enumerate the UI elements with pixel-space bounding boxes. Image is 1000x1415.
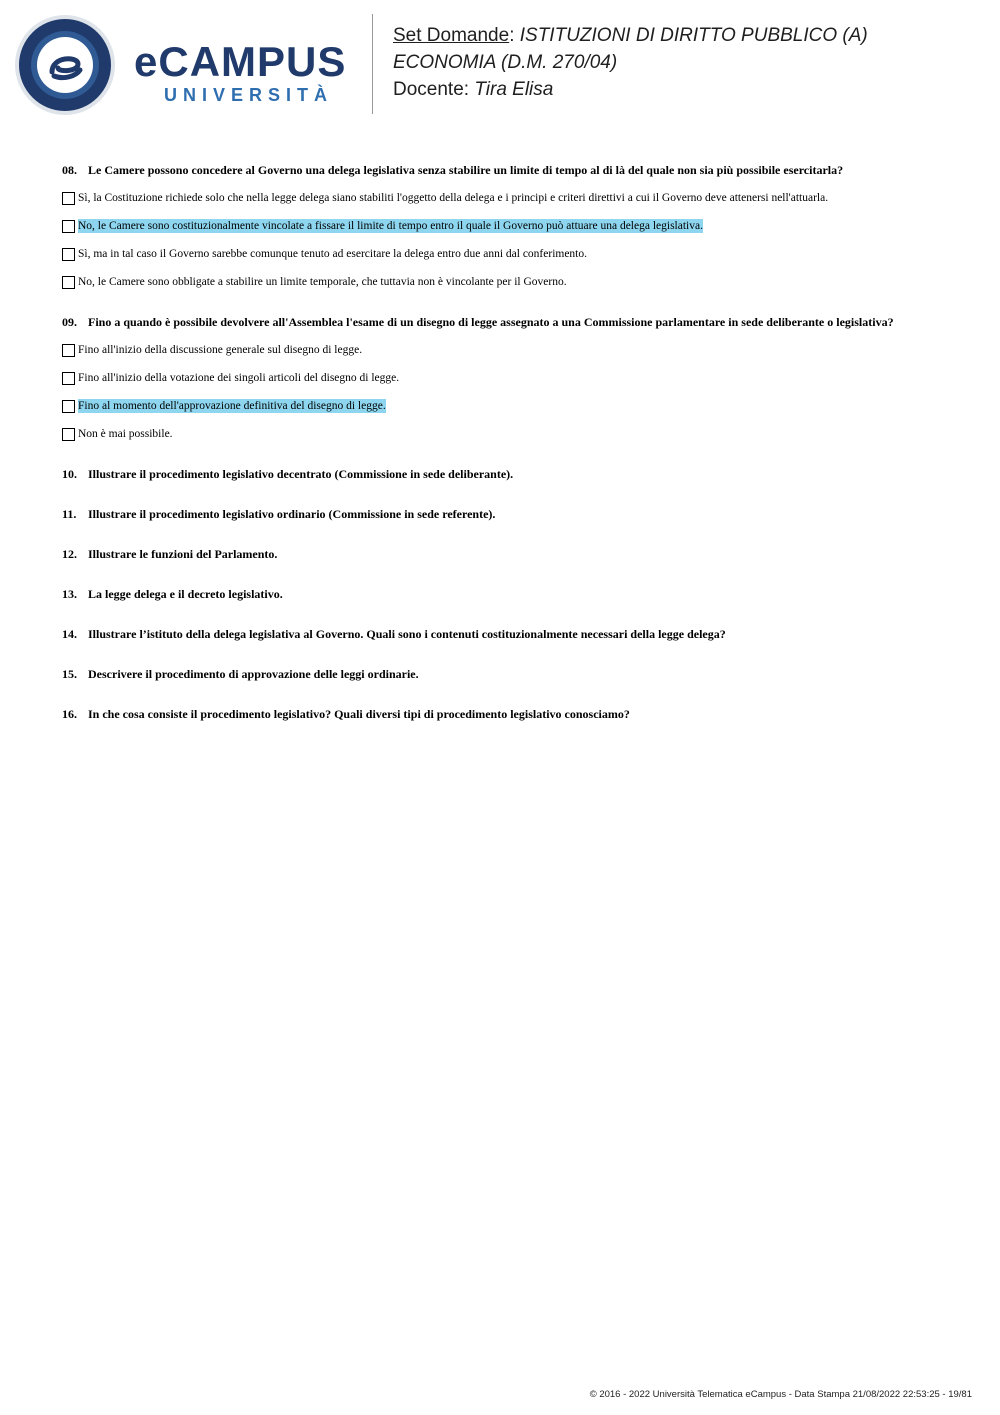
logo-ecampus-text: eCAMPUS — [134, 38, 347, 85]
answer-option[interactable] — [62, 273, 962, 291]
checkbox[interactable] — [62, 248, 75, 261]
question-number: 10. — [62, 467, 77, 481]
question-number: 11. — [62, 507, 77, 521]
answer-option[interactable] — [62, 341, 962, 359]
questions-list — [62, 163, 962, 722]
question-number: 08. — [62, 163, 77, 177]
page-header — [0, 0, 1000, 130]
question-text: Fino a quando è possibile devolvere all'Assemblea l'esame di un disegno di legge assegnato a una Commissione parlamentare in sede deliberante o legislativa? — [88, 315, 894, 329]
question-08 — [62, 163, 962, 178]
answer-text: No, le Camere sono obbligate a stabilire un limite temporale, che tuttavia non è vincolante per il Governo. — [78, 276, 567, 288]
checkbox[interactable] — [62, 400, 75, 413]
answer-text-highlighted: No, le Camere sono costituzionalmente vincolate a fissare il limite di tempo entro il quale il Governo può attuare una delega legislativa. — [78, 220, 703, 232]
question-text: Illustrare l’istituto della delega legislativa al Governo. Quali sono i contenuti costituzionalmente necessari della legge delega? — [88, 627, 726, 641]
checkbox[interactable] — [62, 192, 75, 205]
checkbox[interactable] — [62, 276, 75, 289]
question-14 — [62, 627, 962, 642]
question-text: Illustrare il procedimento legislativo ordinario (Commissione in sede referente). — [88, 507, 496, 521]
question-text: Le Camere possono concedere al Governo una delega legislativa senza stabilire un limite di tempo al di là del quale non sia più possibile esercitarla? — [88, 163, 844, 177]
answer-option[interactable] — [62, 369, 962, 387]
question-text: In che cosa consiste il procedimento legislativo? Quali diversi tipi di procedimento legislativo conosciamo? — [88, 707, 630, 721]
question-11 — [62, 507, 962, 522]
answer-text: Non è mai possibile. — [78, 428, 173, 440]
question-number: 09. — [62, 315, 77, 329]
teacher-label: Docente: — [393, 79, 470, 100]
answer-text: Sì, la Costituzione richiede solo che nella legge delega siano stabiliti l'oggetto della delega e i principi e criteri direttivi a cui il Governo deve attenersi nell'attuarla. — [78, 192, 829, 204]
answer-text: Fino all'inizio della votazione dei singoli articoli del disegno di legge. — [78, 372, 400, 384]
question-number: 12. — [62, 547, 77, 561]
course-title-line1: ISTITUZIONI DI DIRITTO PUBBLICO (A) — [519, 25, 868, 46]
header-divider — [372, 14, 373, 114]
question-number: 13. — [62, 587, 77, 601]
page-footer: © 2016 - 2022 Università Telematica eCampus - Data Stampa 21/08/2022 22:53:25 - 19/81 — [589, 1389, 972, 1400]
course-title-line2: ECONOMIA (D.M. 270/04) — [393, 52, 618, 73]
teacher-name: Tira Elisa — [474, 79, 554, 100]
answer-option[interactable] — [62, 245, 962, 263]
answer-text: Fino all'inizio della discussione generale sul disegno di legge. — [78, 344, 363, 356]
question-13 — [62, 587, 962, 602]
checkbox[interactable] — [62, 220, 75, 233]
answer-text-highlighted: Fino al momento dell'approvazione definitiva del disegno di legge. — [78, 400, 386, 412]
logo-universita-text: UNIVERSITÀ — [164, 85, 334, 105]
question-text: Illustrare le funzioni del Parlamento. — [88, 547, 278, 561]
answer-option[interactable] — [62, 397, 962, 415]
set-label: Set Domande — [393, 25, 510, 46]
question-text: Illustrare il procedimento legislativo decentrato (Commissione in sede deliberante). — [88, 467, 514, 481]
question-12 — [62, 547, 962, 562]
set-colon: : — [509, 25, 515, 46]
ecampus-logo — [134, 40, 346, 106]
question-text: Descrivere il procedimento di approvazione delle leggi ordinarie. — [88, 667, 419, 681]
question-number: 15. — [62, 667, 77, 681]
checkbox[interactable] — [62, 372, 75, 385]
answer-option[interactable] — [62, 217, 962, 235]
question-15 — [62, 667, 962, 682]
checkbox[interactable] — [62, 428, 75, 441]
answer-option[interactable] — [62, 189, 962, 207]
checkbox[interactable] — [62, 344, 75, 357]
question-text: La legge delega e il decreto legislativo. — [88, 587, 283, 601]
answer-option[interactable] — [62, 425, 962, 443]
header-info — [393, 22, 868, 103]
question-10 — [62, 467, 962, 482]
question-number: 14. — [62, 627, 77, 641]
question-09 — [62, 315, 962, 330]
ecampus-seal-icon — [14, 14, 116, 116]
answer-text: Sì, ma in tal caso il Governo sarebbe comunque tenuto ad esercitare la delega entro due anni dal conferimento. — [78, 248, 588, 260]
question-16 — [62, 707, 962, 722]
question-number: 16. — [62, 707, 77, 721]
